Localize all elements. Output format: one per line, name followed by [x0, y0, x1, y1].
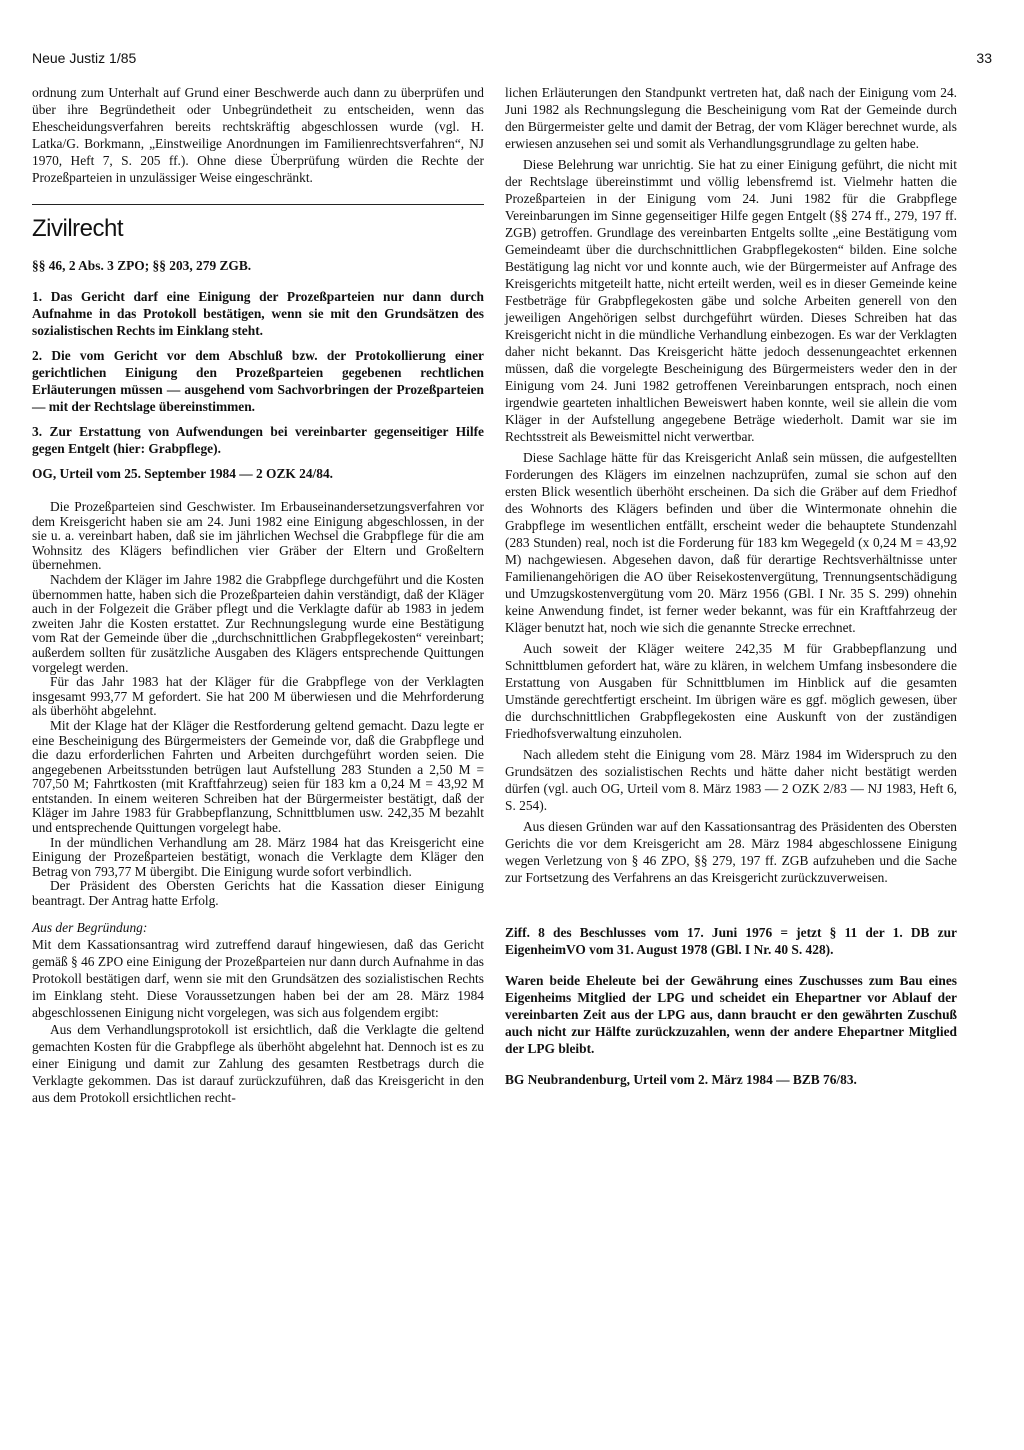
court-decision: OG, Urteil vom 25. September 1984 — 2 OZK 24/84.: [32, 466, 334, 481]
facts-paragraph-4: Mit der Klage hat der Kläger die Restforderung geltend gemacht. Dazu legte er eine Bescheinigung des Bürgermeisters der Gemeinde vor, daß die Grabpflege und die dazu erforderlichen Fahrten und Arbeiten durchgeführt worden seien. Die angegebenen Arbeitsstunden betrügen laut Aufstellung 283 Stunden a 2,50 M = 707,50 M; Fahrtkosten (mit Kraftfahrzeug) seien für 183 km a 0,24 M = 43,92 M entstanden. In einem weiteren Schreiben hat der Bürgermeister bestätigt, daß der Kläger im Jahre 1983 für Grabbepflanzung, Schnittblumen usw. 242,35 M bezahlt und entsprechende Quittungen vorgelegt habe.: [32, 717, 484, 836]
facts-paragraph-2: Nachdem der Kläger im Jahre 1982 die Grabpflege durchgeführt und die Kosten übernommen hatte, haben sich die Prozeßparteien dahin verständigt, daß der Kläger auch in der Folgezeit die Gräber pflegt und die Verklagte dafür ab 1983 in jedem zweiten Jahr die Kosten erstattet. Zur Rechnungslegung wurde eine Bestätigung vom Rat der Gemeinde über die „durchschnittlichen Grabpflegekosten“ vereinbart; außerdem sollten für zusätzliche Ausgaben des Klägers entsprechende Quittungen vorgelegt werden.: [32, 571, 484, 675]
right-paragraph-6: Aus diesen Gründen war auf den Kassationsantrag des Präsidenten des Obersten Gerichts die vor dem Kreisgericht am 28. März 1984 abgeschlossene Einigung wegen Verletzung von § 46 ZPO, §§ 279, 197 ff. ZGB aufzuheben und die Sache zur Fortsetzung des Verfahrens an das Kreisgericht zurückzuverweisen.: [505, 819, 957, 885]
leitsatz-2: 2. Die vom Gericht vor dem Abschluß bzw. der Protokollierung einer gerichtlichen Einigung den Prozeßparteien gegebenen rechtlichen Erläuterungen müssen — ausgehend vom Sachvorbringen der Prozeßparteien — mit der Rechtslage übereinstimmen.: [32, 348, 484, 414]
facts-paragraph-1: Die Prozeßparteien sind Geschwister. Im Erbauseinandersetzungsverfahren vor dem Kreisgericht haben sie am 24. Juni 1982 eine Einigung abgeschlossen, in der sie u. a. vereinbart haben, daß sie im jährlichen Wechsel die Grabpflege für die am Wohnsitz des Klägers befindlichen vier Gräber der Eltern und Großeltern übernehmen.: [32, 499, 484, 573]
right-paragraph-4: Auch soweit der Kläger weitere 242,35 M für Grabbepflanzung und Schnittblumen gefordert hat, wäre zu klären, in welchem Umfang insbesondere die Erstattung von Ausgaben für Schnittblumen im Hinblick auf die gesamten Umstände gerechtfertigt erscheint. Im übrigen wäre es ggf. möglich gewesen, über die durchschnittlichen Grabpflegekosten eine Auskunft von der zuständigen Friedhofsverwaltung einzuholen.: [505, 641, 957, 741]
journal-issue: Neue Justiz 1/85: [32, 50, 137, 66]
right-paragraph-1: lichen Erläuterungen den Standpunkt vertreten hat, daß nach der Einigung vom 24. Juni 1982 als Rechnungslegung die Bescheinigung vom Rat der Gemeinde durch den Bürgermeister gelte und damit der Betrag, der vom Kläger berechnet wurde, als erwiesen anzusehen sei und somit als Verhandlungsgrundlage zu gelten habe.: [505, 85, 957, 151]
right-column: [505, 84, 957, 1088]
case2-court-decision: BG Neubrandenburg, Urteil vom 2. März 1984 — BZB 76/83.: [505, 1072, 857, 1087]
statute-reference: §§ 46, 2 Abs. 3 ZPO; §§ 203, 279 ZGB.: [32, 258, 252, 273]
section-divider: [32, 204, 484, 205]
right-paragraph-5: Nach alledem steht die Einigung vom 28. März 1984 im Widerspruch zu den Grundsätzen des sozialistischen Rechts und hätte daher nicht bestätigt werden dürfen (vgl. auch OG, Urteil vom 8. März 1983 — 2 OZK 2/83 — NJ 1983, Heft 6, S. 254).: [505, 747, 957, 813]
leitsatz-3: 3. Zur Erstattung von Aufwendungen bei vereinbarter gegenseitiger Hilfe gegen Entgelt (hier: Grabpflege).: [32, 424, 484, 456]
right-paragraph-3: Diese Sachlage hätte für das Kreisgericht Anlaß sein müssen, die aufgestellten Forderungen des Klägers im einzelnen nachzuprüfen, zumal sie schon auf den ersten Blick wesentlich überhöht erscheinen. Da sich die Gräber auf dem Friedhof des Wohnorts des Klägers befinden und über die Wintermonate ohnehin die Grabpflege im wesentlichen entfällt, erscheint weder die behauptete Stundenzahl (283 Stunden) real, noch ist die Forderung für 183 km Wegegeld (x 0,24 M = 43,92 M) nachgewiesen. Abgesehen davon, daß für derartige Rechtsverhältnisse unter Familienangehörigen die AO über Reisekostenvergütung, Trennungsentschädigung und Umzugskostenvergütung vom 20. März 1956 (GBl. I Nr. 35 S. 299) ohnehin keine Anwendung findet, ist ferner weder bekannt, was für ein Kraftfahrzeug der Kläger benutzt hat, noch wie sich die genannte Strecke errechnet.: [505, 450, 957, 635]
left-column: [32, 84, 484, 1106]
case2-statute-reference: Ziff. 8 des Beschlusses vom 17. Juni 1976 = jetzt § 11 der 1. DB zur EigenheimVO vom 31. August 1978 (GBl. I Nr. 40 S. 428).: [505, 925, 957, 957]
facts-paragraph-3: Für das Jahr 1983 hat der Kläger für die Grabpflege von der Verklagten insgesamt 993,77 M gefordert. Sie hat 200 M überwiesen und die Mehrforderung als überhöht abgelehnt.: [32, 674, 484, 719]
facts-paragraph-5: In der mündlichen Verhandlung am 28. März 1984 hat das Kreisgericht eine Einigung der Prozeßparteien bestätigt, wonach die Verklagte dem Kläger den Betrag von 793,77 M übergibt. Die Einigung wurde sofort verbindlich.: [32, 834, 484, 879]
case2-leitsatz: Waren beide Eheleute bei der Gewährung eines Zuschusses zum Bau eines Eigenheims Mitglied der LPG und scheidet ein Ehepartner vor Ablauf der vereinbarten Zeit aus der LPG aus, dann braucht er den gewährten Zuschuß auch nicht zur Hälfte zurückzuzahlen, wenn der andere Ehepartner Mitglied der LPG bleibt.: [505, 973, 957, 1056]
leitsatz-1: 1. Das Gericht darf eine Einigung der Prozeßparteien nur dann durch Aufnahme in das Protokoll bestätigen, wenn sie mit den Grundsätzen des sozialistischen Rechts im Einklang steht.: [32, 289, 484, 338]
reasons-paragraph-2: Aus dem Verhandlungsprotokoll ist ersichtlich, daß die Verklagte die geltend gemachten Kosten für die Grabpflege als überhöht abgelehnt hat. Dennoch ist es zu einer Einigung und damit zur Zahlung des gesamten Restbetrags durch die Verklagte gekommen. Das ist darauf zurückzuführen, daß das Kreisgericht in den aus dem Protokoll ersichtlichen recht-: [32, 1021, 484, 1105]
facts-paragraph-6: Der Präsident des Obersten Gerichts hat die Kassation dieser Einigung beantragt. Der Antrag hatte Erfolg.: [32, 878, 484, 909]
intro-paragraph: ordnung zum Unterhalt auf Grund einer Beschwerde auch dann zu überprüfen und über ihre Begründetheit oder Unbegründetheit zu entscheiden, wenn das Ehescheidungsverfahren bereits rechtskräftig abgeschlossen wurde (vgl. H. Latka/G. Borkmann, „Einstweilige Anordnungen im Familienrechtsverfahren“, NJ 1970, Heft 7, S. 205 ff.). Ohne diese Überprüfung würden die Rechte der Prozeßparteien in unzulässiger Weise eingeschränkt.: [32, 85, 484, 185]
reasons-heading: Aus der Begründung:: [32, 919, 148, 935]
page-number: 33: [976, 50, 992, 66]
right-paragraph-2: Diese Belehrung war unrichtig. Sie hat zu einer Einigung geführt, die nicht mit der Rechtslage übereinstimmt und völlig lebensfremd ist. Vielmehr hatten die Prozeßparteien in der Einigung vom 24. Juni 1982 für die Grabpflege Vereinbarungen im Sinne gegenseitiger Hilfe gegen Entgelt (§§ 274 ff., 279, 197 ff. ZGB) getroffen. Grundlage des vereinbarten Entgelts sollte „eine Bestätigung vom Gemeindeamt über die durchschnittlichen Grabpflegekosten“ bilden. Eine solche Bestätigung lag nicht vor und konnte auch, wie der Bürgermeister auf Anfrage des Kreisgerichts mitgeteilt hatte, nicht erteilt werden, weil es in dieser Gemeinde keine Festbeträge für Grabpflegekosten gäbe und solche Arbeiten generell von den jeweiligen Angehörigen selbst durchgeführt würden. Dieses Schreiben hat das Kreisgericht nicht in die mündliche Verhandlung einbezogen. Es war der Verklagten daher nicht bekannt. Das Kreisgericht hätte jedoch dessenungeachtet erkennen müssen, daß die vorgelegte Bescheinigung des Bürgermeisters weder den in der Einigung vom 24. Juni 1982 getroffenen Vereinbarungen entsprach, noch einen irgendwie gearteten inhaltlichen Beweiswert haben konnte, weil sie allein die vom Kläger in der Aufstellung angegebene Beträge wiederholt. Damit war sie im Rechtsstreit als Beweismittel nicht verwertbar.: [505, 157, 957, 444]
reasons-paragraph-1: Mit dem Kassationsantrag wird zutreffend darauf hingewiesen, daß das Gericht gemäß § 46 ZPO eine Einigung der Prozeßparteien nur dann durch Aufnahme in das Protokoll bestätigen darf, wenn sie mit den Grundsätzen des sozialistischen Rechts im Einklang steht. Diese Voraussetzungen haben bei der am 28. März 1984 abgeschlossenen Einigung nicht vorgelegen, was sich aus folgendem ergibt:: [32, 936, 484, 1020]
section-title: Zivilrecht: [32, 215, 124, 242]
page-header: [32, 50, 992, 74]
